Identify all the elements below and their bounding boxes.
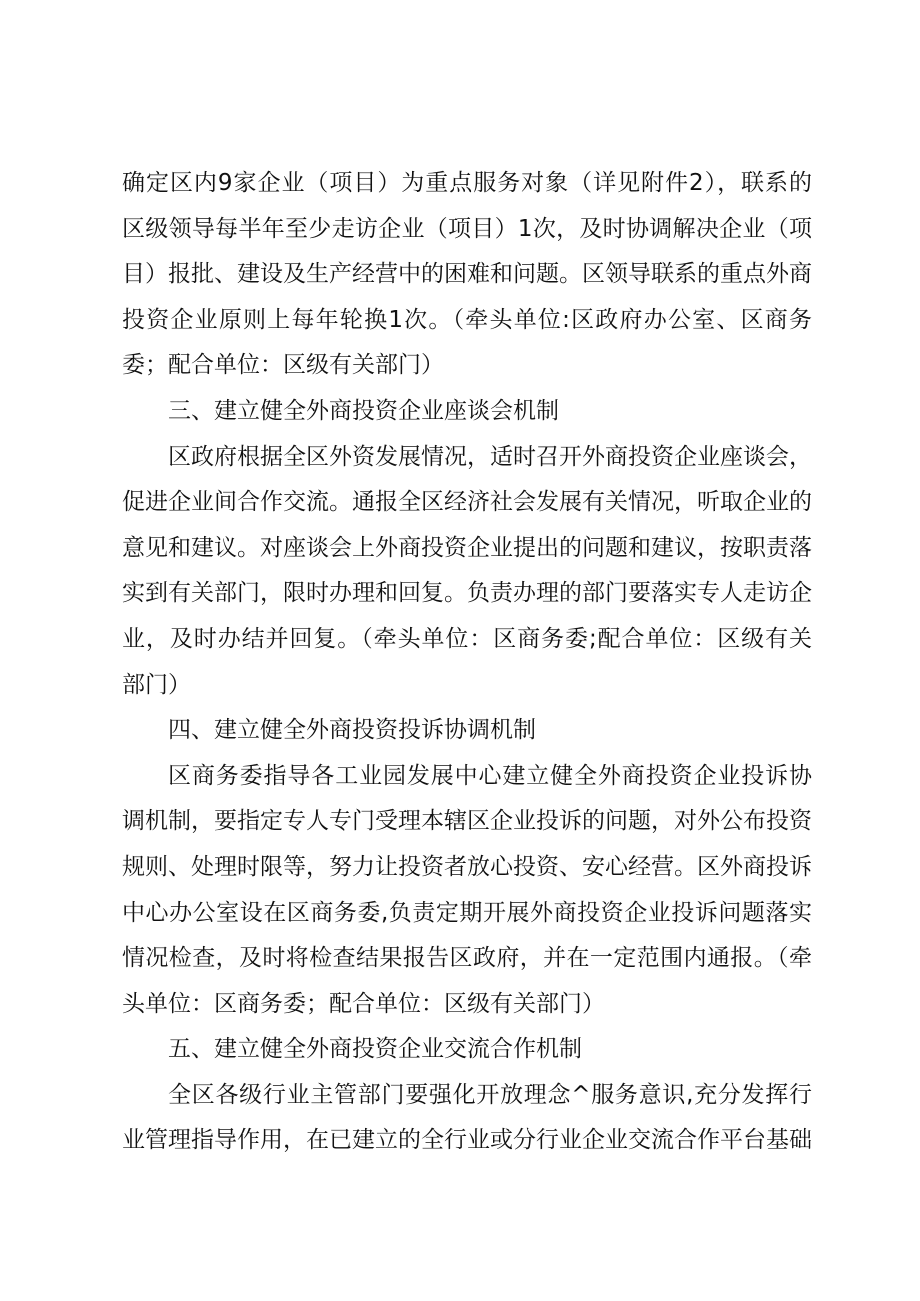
document-body bbox=[122, 161, 812, 1164]
section-heading: 三、建立健全外商投资企业座谈会机制 bbox=[168, 397, 559, 424]
paragraph-line: 促进企业间合作交流。通报全区经济社会发展有关情况，听取企业的 bbox=[122, 489, 812, 516]
paragraph-line: 规则、处理时限等，努力让投资者放心投资、安心经营。区外商投诉 bbox=[122, 853, 812, 880]
paragraph-line: 业管理指导作用，在已建立的全行业或分行业企业交流合作平台基础 bbox=[122, 1127, 812, 1154]
paragraph-line: 业，及时办结并回复。（牵头单位：区商务委;配合单位：区级有关 bbox=[122, 625, 812, 652]
paragraph-line: 区级领导每半年至少走访企业（项目）1次，及时协调解决企业（项 bbox=[122, 215, 812, 242]
paragraph-line: 确定区内9家企业（项目）为重点服务对象（详见附件2），联系的 bbox=[122, 170, 812, 196]
paragraph-line: 情况检查，及时将检查结果报告区政府，并在一定范围内通报。（牵 bbox=[122, 945, 812, 972]
section-heading: 五、建立健全外商投资企业交流合作机制 bbox=[168, 1036, 582, 1063]
paragraph-line: 头单位：区商务委；配合单位：区级有关部门） bbox=[122, 990, 605, 1017]
paragraph-line: 区商务委指导各工业园发展中心建立健全外商投资企业投诉协 bbox=[168, 762, 812, 789]
paragraph-line: 目）报批、建设及生产经营中的困难和问题。区领导联系的重点外商 bbox=[122, 261, 812, 288]
paragraph-line: 区政府根据全区外资发展情况，适时召开外商投资企业座谈会， bbox=[168, 443, 812, 470]
paragraph-line: 委；配合单位：区级有关部门） bbox=[122, 352, 444, 379]
paragraph-line: 部门） bbox=[122, 671, 191, 698]
paragraph-line: 意见和建议。对座谈会上外商投资企业提出的问题和建议，按职责落 bbox=[122, 534, 812, 561]
paragraph-line: 投资企业原则上每年轮换1次。（牵头单位:区政府办公室、区商务 bbox=[122, 306, 812, 333]
paragraph-line: 中心办公室设在区商务委,负责定期开展外商投资企业投诉问题落实 bbox=[122, 899, 812, 926]
paragraph-line: 调机制，要指定专人专门受理本辖区企业投诉的问题，对外公布投资 bbox=[122, 808, 812, 835]
section-heading: 四、建立健全外商投资投诉协调机制 bbox=[168, 717, 536, 744]
paragraph-line: 全区各级行业主管部门要强化开放理念^服务意识,充分发挥行 bbox=[168, 1081, 812, 1108]
paragraph-line: 实到有关部门，限时办理和回复。负责办理的部门要落实专人走访企 bbox=[122, 580, 812, 607]
